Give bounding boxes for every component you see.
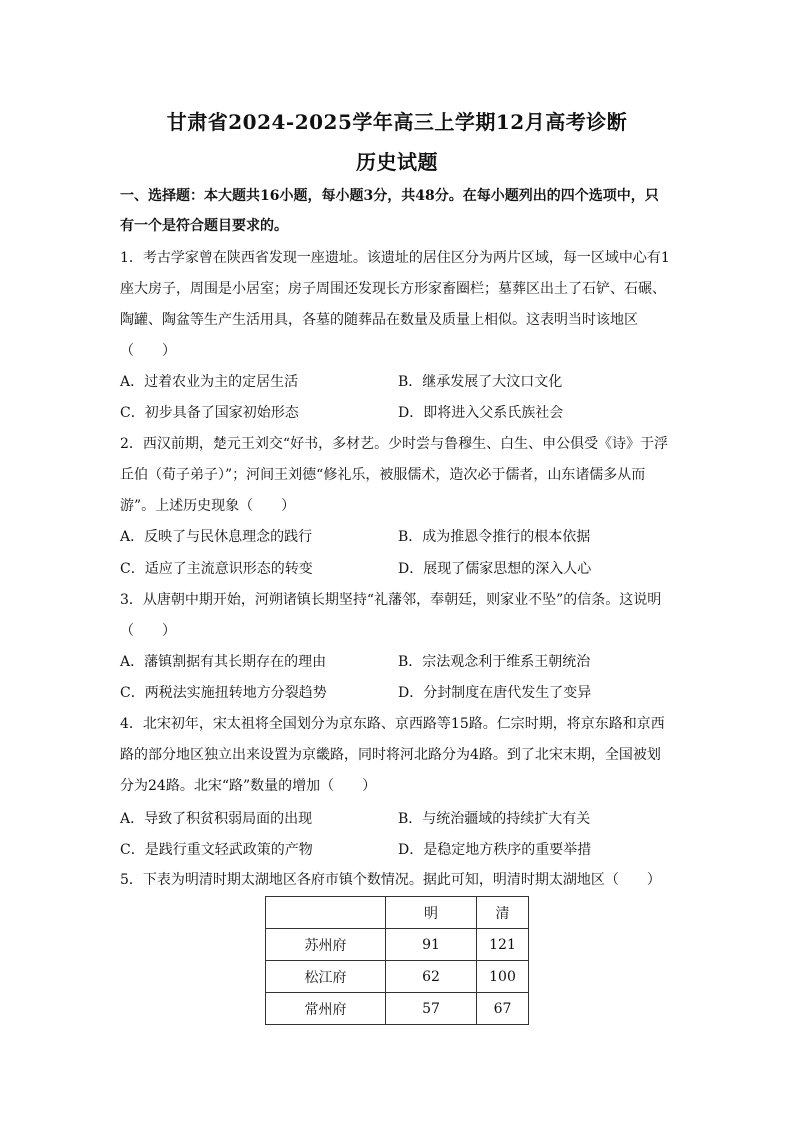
section-instructions-line-1: 一、选择题：本大题共16小题，每小题3分，共48分。在每小题列出的四个选项中，只 [120, 188, 659, 204]
table-cell: 91 [386, 929, 477, 961]
table-cell: 62 [386, 961, 477, 993]
question-4-text: 分为24路。北宋“路”数量的增加（ ） [120, 778, 377, 794]
question-3-option-a: A．藩镇割据有其长期存在的理由 [120, 654, 327, 670]
question-2-text: 游”。上述历史现象（ ） [120, 498, 296, 514]
market-town-table [265, 896, 529, 1025]
table-row [266, 961, 529, 993]
question-3-option-b: B．宗法观念利于维系王朝统治 [398, 654, 591, 670]
table-cell: 苏州府 [266, 929, 386, 961]
table-cell: 57 [386, 993, 477, 1025]
question-2-text: 丘伯（荀子弟子）”；河间王刘德“修礼乐，被服儒术，造次必于儒者，山东诸儒多从而 [120, 467, 646, 483]
question-4-text: 4．北宋初年，宋太祖将全国划分为京东路、京西路等15路。仁宗时期，将京东路和京西 [120, 716, 665, 732]
page-title: 甘肃省2024-2025学年高三上学期12月高考诊断 [166, 110, 628, 134]
table-header-cell: 明 [386, 897, 477, 929]
question-5-text: 5．下表为明清时期太湖地区各府市镇个数情况。据此可知，明清时期太湖地区（ ） [120, 872, 661, 888]
question-1-option-a: A．过着农业为主的定居生活 [120, 374, 299, 390]
question-4-option-b: B．与统治疆域的持续扩大有关 [398, 811, 591, 827]
question-4-option-d: D．是稳定地方秩序的重要举措 [398, 842, 592, 858]
question-1-text: 座大房子，周围是小居室；房子周围还发现长方形家畜圈栏；墓葬区出土了石铲、石碾、 [120, 281, 666, 297]
question-2-option-c: C．适应了主流意识形态的转变 [120, 561, 313, 577]
question-4-option-c: C．是践行重文轻武政策的产物 [120, 842, 313, 858]
table-cell: 67 [477, 993, 529, 1025]
question-4-option-a: A．导致了积贫积弱局面的出现 [120, 811, 313, 827]
question-1-option-b: B．继承发展了大汶口文化 [398, 374, 563, 390]
question-3-blank: （ ） [120, 623, 176, 639]
question-3-option-d: D．分封制度在唐代发生了变异 [398, 685, 592, 701]
question-2-option-b: B．成为推恩令推行的根本依据 [398, 529, 591, 545]
table-cell: 松江府 [266, 961, 386, 993]
question-1-option-d: D．即将进入父系氏族社会 [398, 405, 564, 421]
table-cell: 100 [477, 961, 529, 993]
question-4-text: 路的部分地区独立出来设置为京畿路，同时将河北路分为4路。到了北宋末期，全国被划 [120, 747, 661, 763]
question-1-text: 1．考古学家曾在陕西省发现一座遗址。该遗址的居住区分为两片区域，每一区域中心有1 [120, 250, 670, 266]
question-3-option-c: C．两税法实施扭转地方分裂趋势 [120, 685, 327, 701]
table-row [266, 993, 529, 1025]
table-header-cell: 清 [477, 897, 529, 929]
section-instructions-line-2: 有一个是符合题目要求的。 [120, 218, 288, 234]
table-cell: 121 [477, 929, 529, 961]
table-header-row [266, 897, 529, 929]
question-1-blank: （ ） [120, 343, 176, 359]
question-1-option-c: C．初步具备了国家初始形态 [120, 405, 299, 421]
table-cell: 常州府 [266, 993, 386, 1025]
question-2-option-a: A．反映了与民休息理念的践行 [120, 529, 313, 545]
page-subtitle: 历史试题 [356, 150, 438, 174]
question-1-text: 陶罐、陶盆等生产生活用具，各墓的随葬品在数量及质量上相似。这表明当时该地区 [120, 312, 638, 328]
table-row [266, 929, 529, 961]
question-3-text: 3．从唐朝中期开始，河朔诸镇长期坚持“礼藩邻，奉朝廷，则家业不坠”的信条。这说明 [120, 592, 662, 608]
question-2-option-d: D．展现了儒家思想的深入人心 [398, 561, 592, 577]
question-2-text: 2．西汉前期，楚元王刘交“好书，多材艺。少时尝与鲁穆生、白生、申公俱受《诗》于浮 [120, 436, 669, 452]
table-header-cell [266, 897, 386, 929]
